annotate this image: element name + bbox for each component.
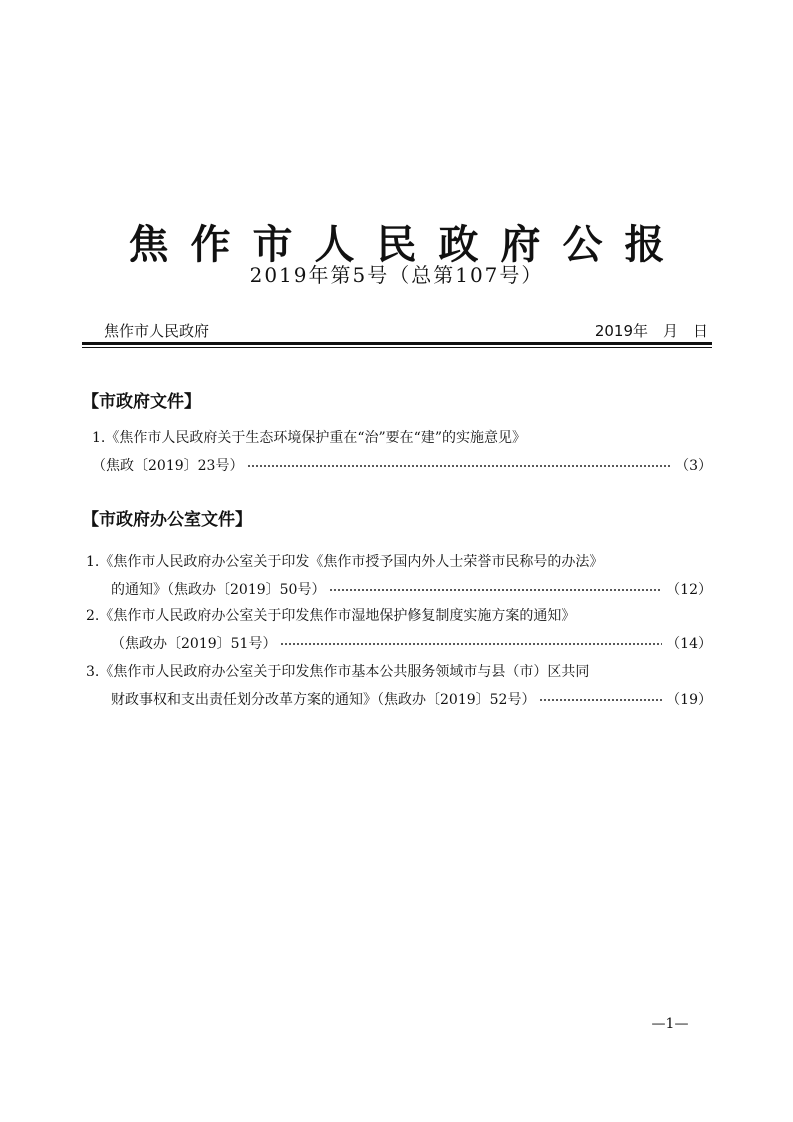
- masthead-rule-thin: [82, 347, 712, 348]
- toc-entry-title: [92, 424, 712, 452]
- toc-entry-page: （14）: [666, 636, 712, 652]
- toc-entry-ref[interactable]: [111, 576, 712, 604]
- toc-entry-title-text: 1.《焦作市人民政府办公室关于印发《焦作市授予国内外人士荣誉市民称号的办法》: [86, 554, 604, 570]
- dot-leader: [329, 589, 662, 591]
- toc-entry-page: （12）: [666, 582, 712, 598]
- page-number: —1—: [651, 1016, 689, 1032]
- toc-entry-title: [86, 658, 712, 686]
- section-heading-office-documents: 【市政府办公室文件】: [82, 510, 252, 530]
- toc-entry-title-text: 3.《焦作市人民政府办公室关于印发焦作市基本公共服务领域市与县（市）区共同: [86, 664, 590, 680]
- toc-entry-page: （3）: [675, 458, 712, 474]
- toc-entry-title-text: 2.《焦作市人民政府办公室关于印发焦作市湿地保护修复制度实施方案的通知》: [86, 608, 576, 624]
- toc-entry-doc-number: 的通知》（焦政办〔2019〕50号）: [111, 582, 326, 598]
- dot-leader: [280, 643, 662, 645]
- toc-entry-doc-number: （焦政办〔2019〕51号）: [111, 636, 277, 652]
- masthead: [82, 320, 712, 344]
- toc-entry-doc-number: 财政事权和支出责任划分改革方案的通知》（焦政办〔2019〕52号）: [111, 692, 536, 708]
- bulletin-title: 焦作市人民政府公报: [128, 221, 687, 268]
- toc-entry-title: [86, 602, 712, 630]
- toc-entry-doc-number: （焦政〔2019〕23号）: [92, 458, 244, 474]
- issue-date: 2019年 月 日: [594, 322, 708, 340]
- dot-leader: [247, 465, 671, 467]
- issue-number: 2019年第5号（总第107号）: [249, 263, 544, 287]
- toc-entry-title: [86, 548, 712, 576]
- toc-entry-ref[interactable]: [111, 686, 712, 714]
- toc-entry-title-text: 1.《焦作市人民政府关于生态环境保护重在“治”要在“建”的实施意见》: [92, 430, 526, 446]
- toc-entry-page: （19）: [666, 692, 712, 708]
- dot-leader: [539, 699, 662, 701]
- toc-entry-ref[interactable]: [111, 630, 712, 658]
- toc-entry-ref[interactable]: [92, 452, 712, 480]
- section-heading-city-government-documents: 【市政府文件】: [82, 392, 201, 412]
- publisher: 焦作市人民政府: [104, 322, 210, 340]
- masthead-rule-thick: [82, 342, 712, 345]
